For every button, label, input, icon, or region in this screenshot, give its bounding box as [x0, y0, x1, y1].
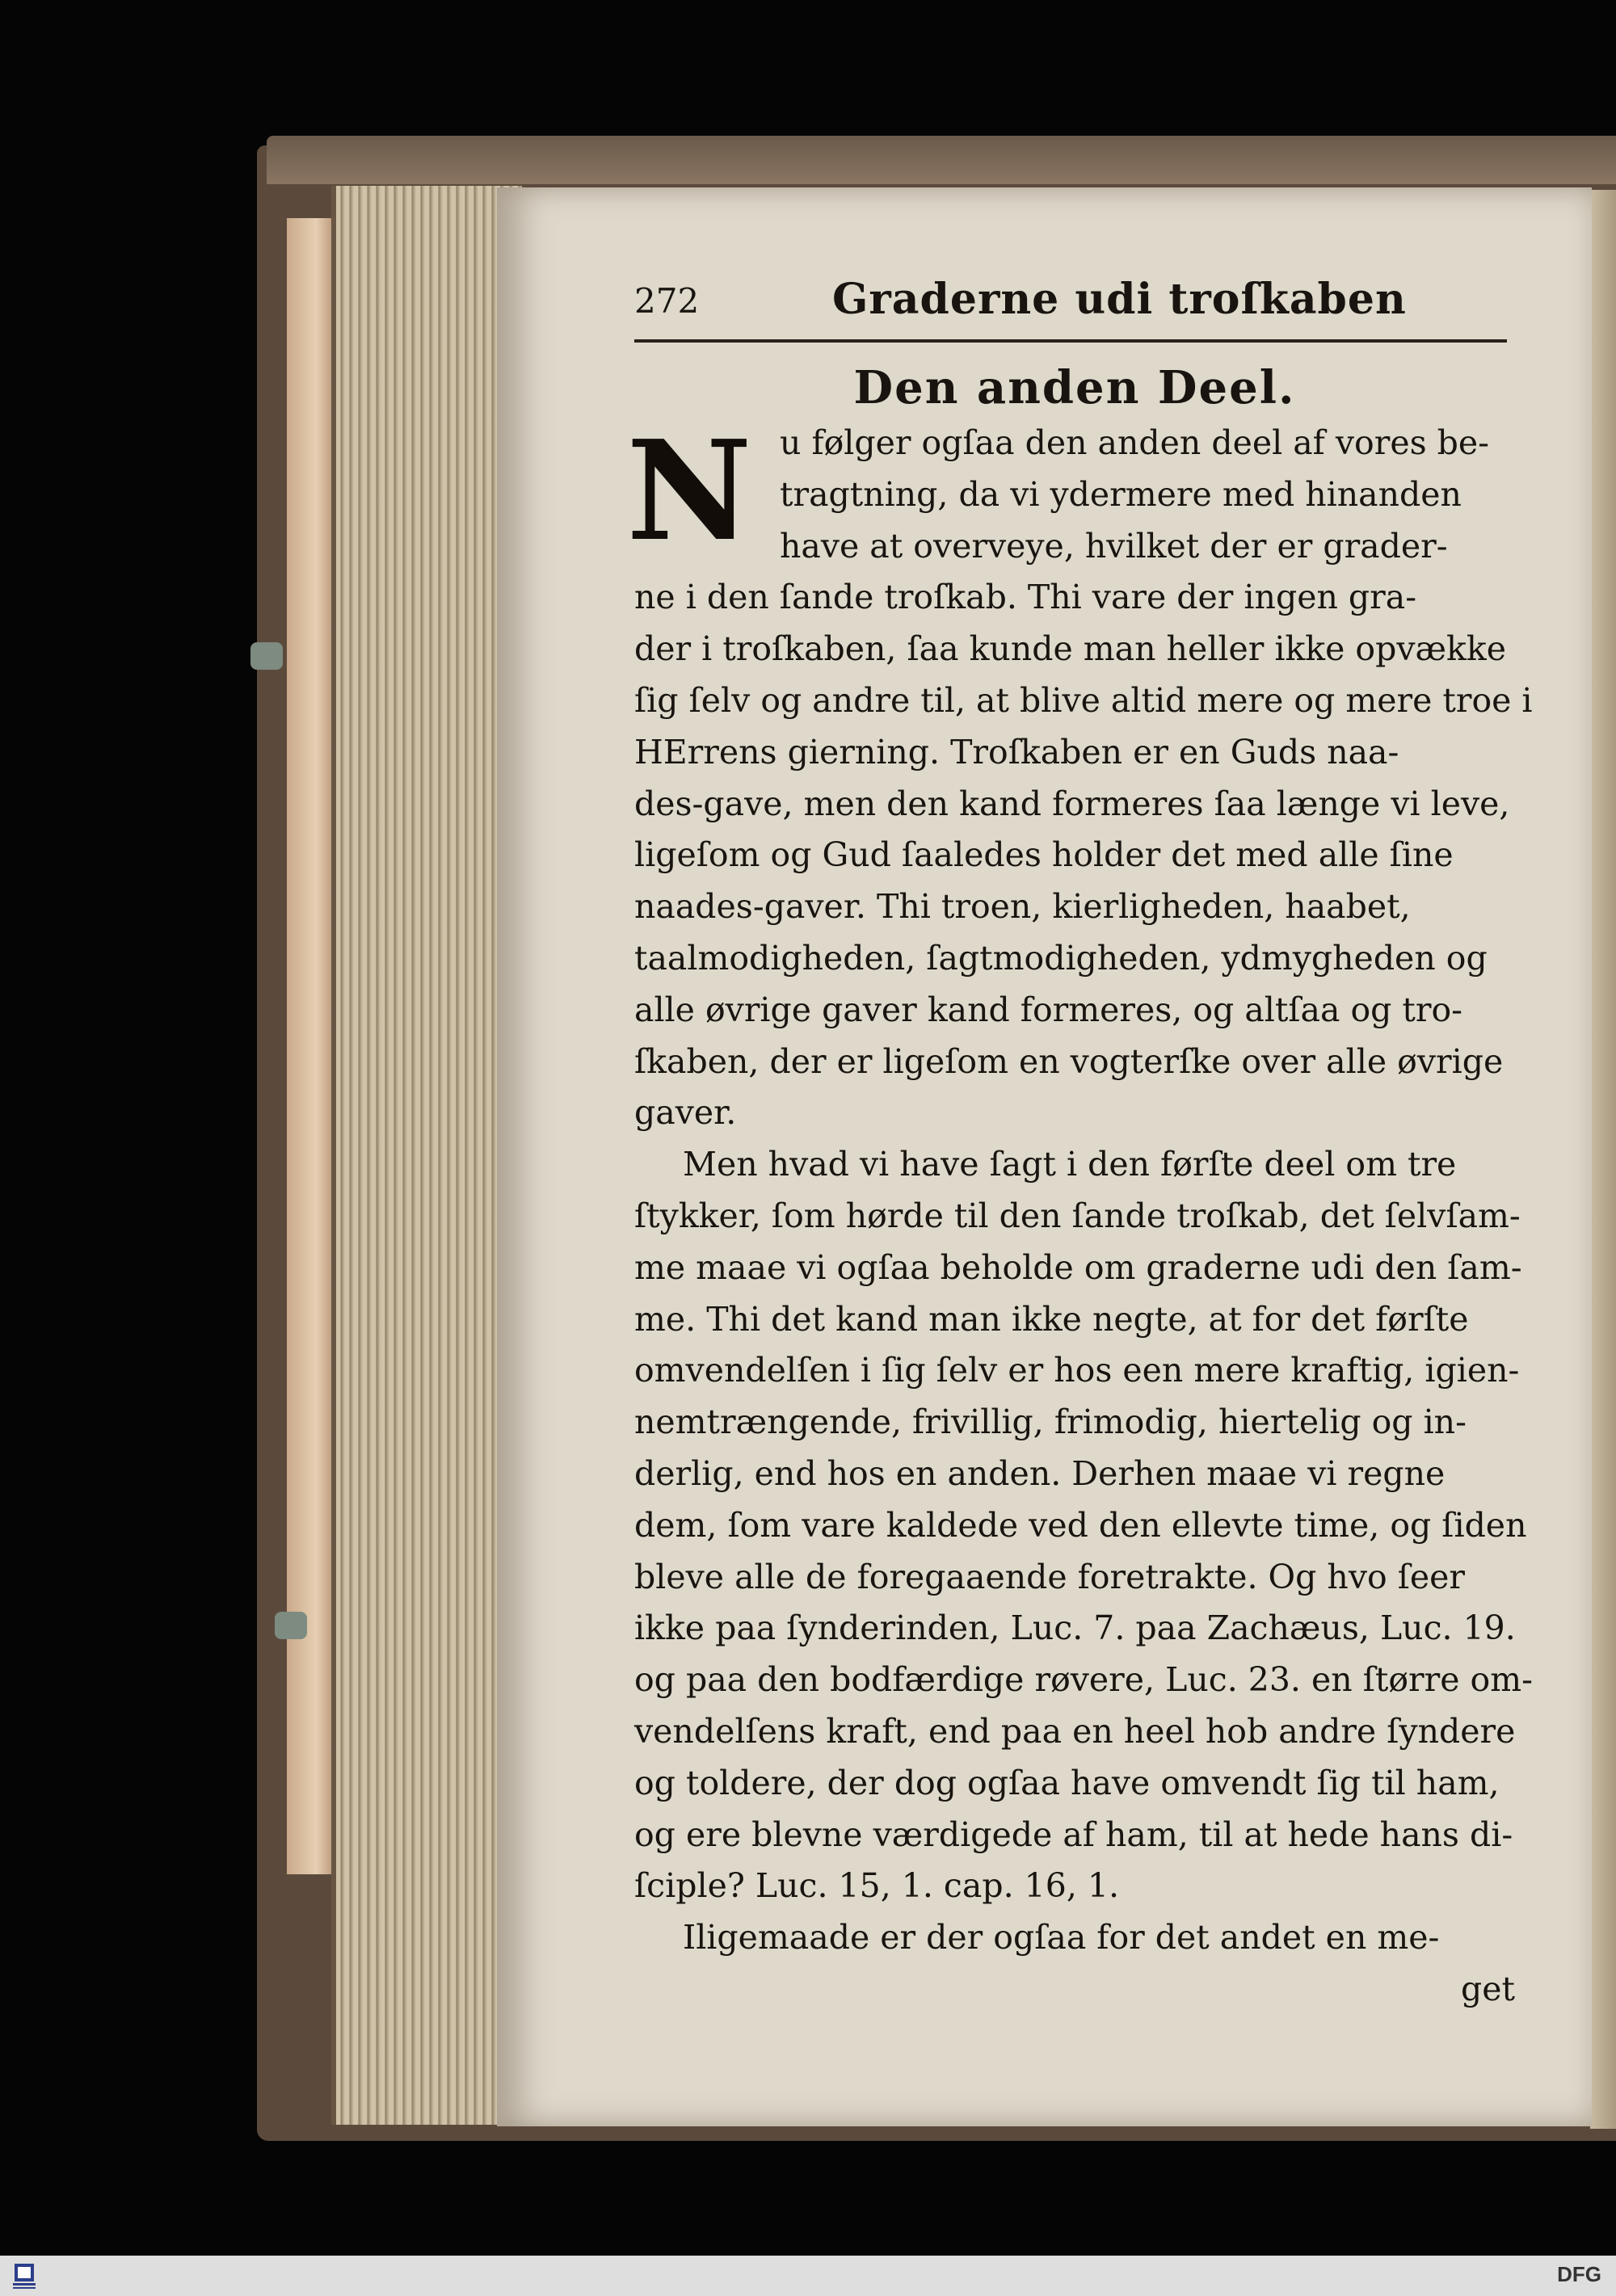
- paragraph-2: [634, 1139, 1533, 1912]
- text-line: ſtykker, ſom hørde til den ſande troſkab, det ſelvſam-: [634, 1196, 1521, 1235]
- text-line: me maae vi ogſaa beholde om graderne udi den ſam-: [634, 1247, 1522, 1287]
- running-title: Graderne udi troſkaben: [832, 275, 1407, 324]
- text-line: gaver.: [634, 1093, 737, 1133]
- text-line: ikke paa ſynderinden, Luc. 7. paa Zachæus, Luc. 19.: [634, 1608, 1516, 1648]
- section-title: Den anden Deel.: [853, 361, 1296, 414]
- text-line: ſig ſelv og andre til, at blive altid mere og mere troe i: [634, 680, 1533, 720]
- page-header: [634, 275, 1515, 351]
- clasp-upper: [250, 642, 283, 670]
- text-line: Iligemaade er der ogſaa for det andet en me-: [683, 1918, 1440, 1957]
- text-line: taalmodigheden, ſagtmodigheden, ydmygheden og: [634, 938, 1488, 978]
- text-line: der i troſkaben, ſaa kunde man heller ikke opvække: [634, 629, 1507, 669]
- text-line: og ere blevne værdigede af ham, til at hede hans di-: [634, 1815, 1513, 1854]
- text-line: Men hvad vi have ſagt i den førſte deel om tre: [683, 1145, 1457, 1184]
- page-number: 272: [634, 281, 700, 321]
- text-line: omvendelſen i ſig ſelv er hos een mere kraftig, igien-: [634, 1351, 1520, 1390]
- text-line: derlig, end hos en anden. Derhen maae vi regne: [634, 1453, 1446, 1493]
- text-line: HErrens gierning. Troſkaben er en Guds naa-: [634, 732, 1399, 772]
- viewer-footer-bar: [0, 2256, 1616, 2296]
- paragraph-1: [626, 410, 1533, 1139]
- library-logo-icon: [8, 2259, 40, 2291]
- text-line: vendelſens kraft, end paa en heel hob andre ſyndere: [634, 1711, 1516, 1751]
- facing-page-edge: [1590, 190, 1616, 2129]
- catchword: get: [1461, 1969, 1515, 2008]
- paragraph-3: [634, 1912, 1515, 1964]
- text-line: og paa den bodfærdige røvere, Luc. 23. en ſtørre om-: [634, 1660, 1533, 1700]
- text-line: tragtning, da vi ydermere med hinanden: [780, 474, 1462, 514]
- text-line: me. Thi det kand man ikke negte, at for det førſte: [634, 1299, 1469, 1339]
- text-line: ligeſom og Gud ſaaledes holder det med alle ſine: [634, 835, 1454, 875]
- text-line: ſciple? Luc. 15, 1. cap. 16, 1.: [634, 1866, 1120, 1906]
- page-text: [626, 275, 1533, 2016]
- dfg-logo: DFG: [1557, 2262, 1601, 2286]
- text-line: og toldere, der dog ogſaa have omvendt ſig til ham,: [634, 1763, 1500, 1802]
- text-line: ne i den ſande troſkab. Thi vare der ingen gra-: [634, 578, 1417, 617]
- paragraph-1-text: [634, 418, 1533, 1139]
- text-line: dem, ſom vare kaldede ved den ellevte time, og ſiden: [634, 1505, 1527, 1545]
- text-line: des-gave, men den kand formeres ſaa længe vi leve,: [634, 784, 1510, 823]
- text-line: ſkaben, der er ligeſom en vogterſke over alle øvrige: [634, 1041, 1504, 1081]
- text-line: bleve alle de foregaaende foretrakte. Og hvo ſeer: [634, 1557, 1466, 1596]
- header-rule: [634, 339, 1507, 343]
- clasp-lower: [275, 1612, 307, 1639]
- text-line: u følger ogſaa den anden deel af vores be-: [780, 423, 1490, 462]
- book-top-edge: [267, 136, 1616, 184]
- text-line: alle øvrige gaver kand formeres, og altſaa og tro-: [634, 990, 1463, 1029]
- text-line: have at overveye, hvilket der er grader-: [780, 526, 1448, 566]
- page-edges: [331, 186, 522, 2125]
- text-line: nemtrængende, frivillig, frimodig, hiertelig og in-: [634, 1402, 1467, 1442]
- text-line: naades-gaver. Thi troen, kierligheden, haabet,: [634, 887, 1411, 927]
- drop-cap: N: [626, 410, 752, 572]
